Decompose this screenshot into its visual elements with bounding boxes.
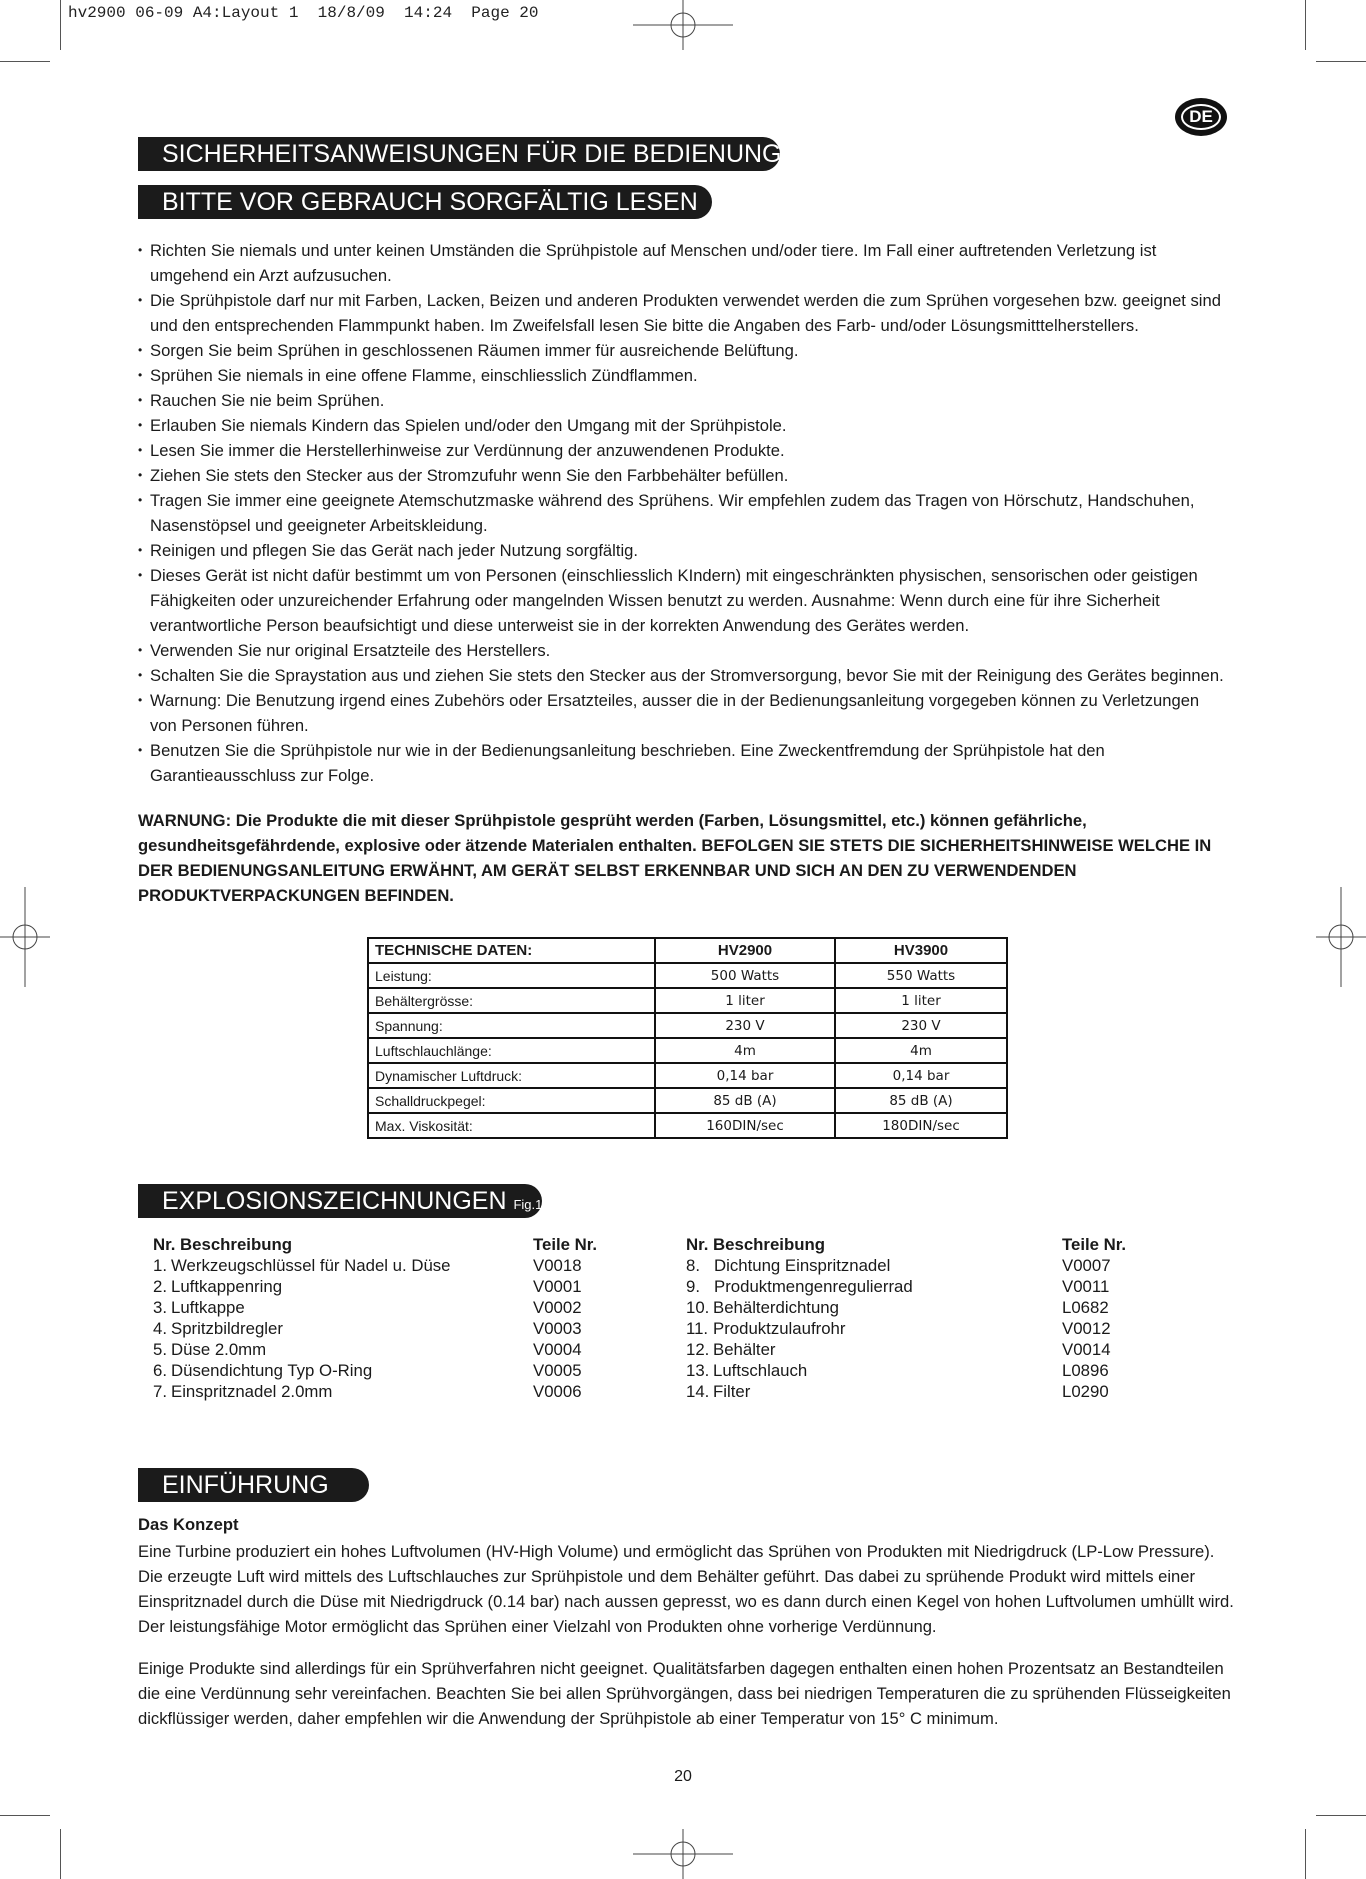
table-row (368, 963, 1007, 988)
section-title-read-text: BITTE VOR GEBRAUCH SORGFÄLTIG LESEN (162, 188, 698, 216)
part-number: V0003 (533, 1319, 582, 1338)
part-index: 8. (686, 1256, 700, 1275)
list-item: • Erlauben Sie niemals Kindern das Spielen und/oder den Umgang mit der Sprühpistole. (138, 413, 1230, 438)
section-title-intro (138, 1468, 369, 1502)
part-index: 5. (153, 1340, 167, 1359)
list-item (686, 1360, 1146, 1381)
crop-mark (0, 1815, 50, 1816)
list-item: • Verwenden Sie nur original Ersatzteile des Herstellers. (138, 638, 1230, 663)
part-description: Luftkappe (171, 1298, 245, 1317)
registration-mark-icon (633, 1829, 733, 1879)
list-item (153, 1339, 613, 1360)
list-item: • Richten Sie niemals und unter keinen Umständen die Sprühpistole auf Menschen und/oder tiere. Im Fall einer auftretenden Verletzung ist umgehend ein Arzt aufzusuchen. (138, 238, 1230, 288)
part-description: Produktmengenregulierrad (714, 1277, 913, 1296)
part-number: V0014 (1062, 1340, 1111, 1359)
table-header-cell: TECHNISCHE DATEN: (368, 938, 655, 963)
table-cell: 1 liter (835, 988, 1007, 1013)
intro-paragraph: Eine Turbine produziert ein hohes Luftvolumen (HV-High Volume) und ermöglicht das Sprühen von Produkten mit Niedrigdruck (LP-Low Pressure). Die erzeugte Luft wird mittels des Luftschlauches zur Sprühpistole und dem Behälter geführt. Das dabei zu sprühende Produkt wird mittels einer Einspritznadel durch die Düse mit Niedrigdruck (0.14 bar) nach aussen gepresst, wo es dann durch einen Kegel von hohen Luftvolumen umhüllt wird. Der leistungsfähige Motor ermöglicht das Sprühen einer Vielzahl von Produkten ohne vorherige Verdünnung. (138, 1542, 1234, 1636)
table-row (368, 1013, 1007, 1038)
part-number: V0007 (1062, 1256, 1111, 1275)
table-header-row (368, 938, 1007, 963)
crop-mark (0, 61, 50, 62)
list-item: • Reinigen und pflegen Sie das Gerät nach jeder Nutzung sorgfältig. (138, 538, 1230, 563)
table-cell: 0,14 bar (835, 1063, 1007, 1088)
part-description: Düsendichtung Typ O-Ring (171, 1361, 373, 1380)
part-description: Einspritznadel 2.0mm (171, 1382, 333, 1401)
part-index: 14. (686, 1382, 710, 1401)
registration-mark-icon (633, 0, 733, 50)
crop-mark (60, 1829, 61, 1879)
part-description: Filter (713, 1382, 751, 1401)
list-item: • Dieses Gerät ist nicht dafür bestimmt um von Personen (einschliesslich KIndern) mit eingeschränkten physischen, sensorischen oder geistigen Fähigkeiten oder unzureichender Erfahrung oder mangelnden Wissen benutzt zu werden. Ausnahme: Wenn durch eine für ihre Sicherheit verantwortliche Person beaufsichtigt und diese unterweist sie in der korrekten Anwendung des Gerätes werden. (138, 563, 1230, 638)
part-description: Luftkappenring (171, 1277, 283, 1296)
crop-mark (1305, 1829, 1306, 1879)
language-badge (1175, 98, 1227, 136)
list-item: • Lesen Sie immer die Herstellerhinweise zur Verdünnung der anzuwendenen Produkte. (138, 438, 1230, 463)
table-cell: 160DIN/sec (655, 1113, 835, 1138)
table-cell: 500 Watts (655, 963, 835, 988)
table-cell: Behältergrösse: (368, 988, 655, 1013)
section-title-explosion (138, 1184, 542, 1218)
part-index: 3. (153, 1298, 167, 1317)
list-item (153, 1318, 613, 1339)
part-number: L0290 (1062, 1382, 1109, 1401)
warning-paragraph: WARNUNG: Die Produkte die mit dieser Sprühpistole gesprüht werden (Farben, Lösungsmittel, etc.) können gefährliche, gesundheitsgefährdende, explosive oder ätzende Materialen enthalten. BEFOLGEN SIE STETS DIE SICHERHEITSHINWEISE WELCHE IN DER BEDIENUNGSANLEITUNG ERWÄHNT, AM GERÄT SELBST ERKENNBAR UND SICH AN DEN ZU VERWENDENDEN PRODUKTVERPACKUNGEN BEFINDEN. (138, 811, 1212, 905)
list-item: • Warnung: Die Benutzung irgend eines Zubehörs oder Ersatzteiles, ausser die in der Bedienungsanleitung vorgegeben können zu Verletzungen von Personen führen. (138, 688, 1230, 738)
table-header-cell: HV3900 (835, 938, 1007, 963)
crop-mark (1305, 0, 1306, 50)
table-cell: 550 Watts (835, 963, 1007, 988)
list-item (686, 1318, 1146, 1339)
part-number: L0896 (1062, 1361, 1109, 1380)
intro-paragraph: Einige Produkte sind allerdings für ein Sprühverfahren nicht geeignet. Qualitätsfarben dagegen enthalten einen hohen Prozentsatz an Bestandteilen die eine Verdünnung sehr vereinfachen. Beachten Sie bei allen Sprühvorgängen, dass bei niedrigen Temperaturen die zu sprühenden Flüsseigkeiten dickflüssiger werden, daher empfehlen wir die Anwendung der Sprühpistole ab einer Temperatur von 15° C minimum. (138, 1659, 1231, 1728)
part-description: Behälter (713, 1340, 776, 1359)
table-cell: Luftschlauchlänge: (368, 1038, 655, 1063)
parts-list-left (153, 1234, 613, 1402)
parts-list-right (686, 1234, 1146, 1402)
part-number: L0682 (1062, 1298, 1109, 1317)
list-item: • Rauchen Sie nie beim Sprühen. (138, 388, 1230, 413)
list-item: • Die Sprühpistole darf nur mit Farben, Lacken, Beizen und anderen Produkten verwendet werden die zum Sprühen vorgesehen bzw. geeignet sind und den entsprechenden Flammpunkt haben. Im Zweifelsfall lesen Sie bitte die Angaben des Farb- und/oder Lösungsmitttelherstellers. (138, 288, 1230, 338)
parts-header-number: Teile Nr. (533, 1235, 598, 1254)
registration-mark-icon (1316, 887, 1366, 987)
crop-mark (1316, 61, 1366, 62)
list-item (153, 1276, 613, 1297)
list-item: • Sorgen Sie beim Sprühen in geschlossenen Räumen immer für ausreichende Belüftung. (138, 338, 1230, 363)
list-item (153, 1360, 613, 1381)
list-item: • Tragen Sie immer eine geeignete Atemschutzmaske während des Sprühens. Wir empfehlen zudem das Tragen von Hörschutz, Handschuhen, Nasenstöpsel und geeigneter Arbeitskleidung. (138, 488, 1230, 538)
crop-mark (1316, 1815, 1366, 1816)
part-index: 2. (153, 1277, 167, 1296)
table-header-cell: HV2900 (655, 938, 835, 963)
list-item (686, 1255, 1146, 1276)
table-cell: Dynamischer Luftdruck: (368, 1063, 655, 1088)
technical-data-table (367, 937, 1008, 1139)
part-description: Spritzbildregler (171, 1319, 283, 1338)
part-number: V0011 (1062, 1277, 1110, 1296)
page-number: 20 (674, 1768, 692, 1785)
part-description: Düse 2.0mm (171, 1340, 267, 1359)
section-title-safety-text: SICHERHEITSANWEISUNGEN FÜR DIE BEDIENUNG (162, 140, 782, 168)
parts-header (686, 1234, 1146, 1255)
crop-mark (60, 0, 61, 50)
part-number: V0004 (533, 1340, 582, 1359)
figure-reference: Fig.1 (513, 1197, 543, 1212)
part-index: 7. (153, 1382, 167, 1401)
section-title-intro-text: EINFÜHRUNG (162, 1471, 329, 1499)
list-item (686, 1297, 1146, 1318)
table-cell: Leistung: (368, 963, 655, 988)
part-index: 1. (153, 1256, 167, 1275)
list-item (686, 1276, 1146, 1297)
part-description: Luftschlauch (713, 1361, 808, 1380)
section-title-read (138, 185, 712, 219)
parts-header-description: Nr. Beschreibung (686, 1235, 825, 1254)
table-cell: Schalldruckpegel: (368, 1088, 655, 1113)
list-item (686, 1381, 1146, 1402)
list-item: • Benutzen Sie die Sprühpistole nur wie in der Bedienungsanleitung beschrieben. Eine Zweckentfremdung der Sprühpistole hat den Garantieausschluss zur Folge. (138, 738, 1230, 788)
list-item: • Ziehen Sie stets den Stecker aus der Stromzufuhr wenn Sie den Farbbehälter befüllen. (138, 463, 1230, 488)
part-description: Dichtung Einspritznadel (714, 1256, 891, 1275)
part-index: 13. (686, 1361, 710, 1380)
table-cell: Max. Viskosität: (368, 1113, 655, 1138)
part-description: Behälterdichtung (713, 1298, 839, 1317)
print-slug: hv2900 06-09 A4:Layout 1 18/8/09 14:24 Page 20 (68, 4, 539, 22)
part-number: V0018 (533, 1256, 582, 1275)
parts-header-description: Nr. Beschreibung (153, 1235, 292, 1254)
concept-subtitle: Das Konzept (138, 1515, 239, 1534)
table-cell: 180DIN/sec (835, 1113, 1007, 1138)
table-cell: 4m (835, 1038, 1007, 1063)
table-cell: 0,14 bar (655, 1063, 835, 1088)
language-badge-label: DE (1181, 104, 1221, 130)
table-cell: 85 dB (A) (835, 1088, 1007, 1113)
part-description: Werkzeugschlüssel für Nadel u. Düse (171, 1256, 451, 1275)
table-cell: 1 liter (655, 988, 835, 1013)
parts-header-number: Teile Nr. (1062, 1235, 1127, 1254)
part-number: V0006 (533, 1382, 582, 1401)
part-index: 4. (153, 1319, 167, 1338)
section-title-explosion-text: EXPLOSIONSZEICHNUNGEN (162, 1187, 507, 1215)
table-cell: 230 V (655, 1013, 835, 1038)
registration-mark-icon (0, 887, 50, 987)
table-row (368, 1088, 1007, 1113)
safety-instructions-list (138, 238, 1230, 788)
parts-header (153, 1234, 613, 1255)
table-row (368, 988, 1007, 1013)
part-index: 6. (153, 1361, 167, 1380)
list-item (153, 1297, 613, 1318)
part-number: V0001 (533, 1277, 582, 1296)
list-item: • Schalten Sie die Spraystation aus und ziehen Sie stets den Stecker aus der Stromversorgung, bevor Sie mit der Reinigung des Gerätes beginnen. (138, 663, 1230, 688)
list-item (153, 1381, 613, 1402)
part-number: V0002 (533, 1298, 582, 1317)
table-cell: Spannung: (368, 1013, 655, 1038)
part-number: V0005 (533, 1361, 582, 1380)
list-item (153, 1255, 613, 1276)
table-cell: 4m (655, 1038, 835, 1063)
part-index: 9. (686, 1277, 700, 1296)
part-number: V0012 (1062, 1319, 1111, 1338)
part-index: 10. (686, 1298, 710, 1317)
part-index: 12. (686, 1340, 710, 1359)
table-cell: 85 dB (A) (655, 1088, 835, 1113)
list-item: • Sprühen Sie niemals in eine offene Flamme, einschliesslich Zündflammen. (138, 363, 1230, 388)
section-title-safety (138, 137, 780, 171)
part-description: Produktzulaufrohr (713, 1319, 846, 1338)
list-item (686, 1339, 1146, 1360)
table-row (368, 1038, 1007, 1063)
table-row (368, 1063, 1007, 1088)
table-row (368, 1113, 1007, 1138)
part-index: 11. (686, 1319, 709, 1338)
table-cell: 230 V (835, 1013, 1007, 1038)
